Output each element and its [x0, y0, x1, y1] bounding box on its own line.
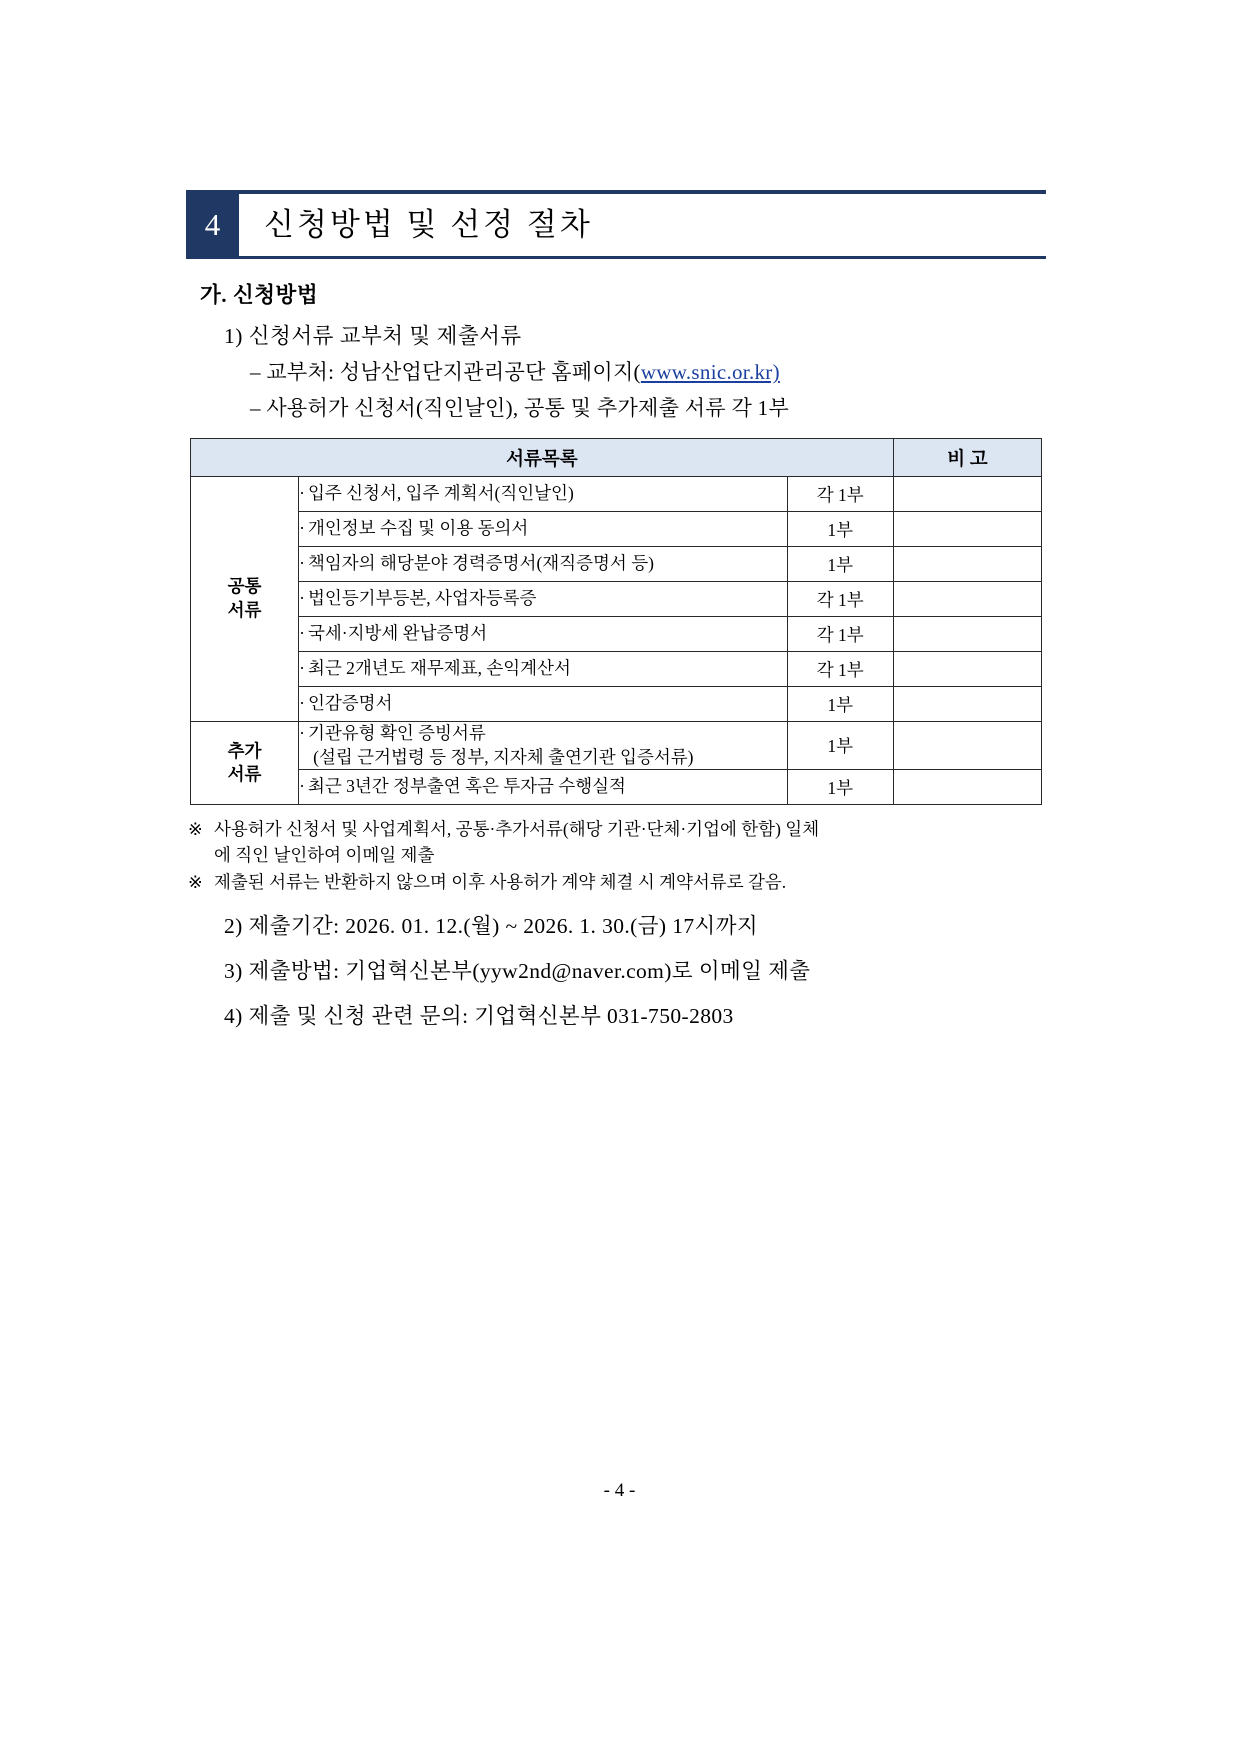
bullet-icon: ·	[299, 483, 305, 504]
bullet-icon: ·	[299, 658, 305, 679]
doc-text: 최근 2개년도 재무제표, 손익계산서	[307, 658, 571, 679]
count-cell: 각 1부	[787, 582, 893, 617]
issuer-text: – 교부처: 성남산업단지관리공단 홈페이지(	[250, 360, 641, 384]
documents-table	[190, 438, 1042, 805]
doc-cell	[299, 547, 788, 582]
remark-cell	[893, 477, 1041, 512]
count-cell: 각 1부	[787, 477, 893, 512]
list-item-2: 2) 제출기간: 2026. 01. 12.(월) ~ 2026. 1. 30.(금) 17시까지	[224, 914, 759, 939]
doc-text: 개인정보 수집 및 이용 동의서	[307, 518, 529, 539]
remark-cell	[893, 512, 1041, 547]
snic-website-link[interactable]: www.snic.or.kr)	[640, 360, 780, 384]
remark-cell	[893, 722, 1041, 770]
doc-text: 법인등기부등본, 사업자등록증	[307, 588, 537, 609]
list-item-1: 1) 신청서류 교부처 및 제출서류	[224, 324, 522, 348]
category-common	[191, 477, 299, 722]
table-row	[191, 512, 1042, 547]
note-line-2: 에 직인 날인하여 이메일 제출	[214, 844, 435, 865]
count-cell: 1부	[787, 770, 893, 805]
note-body	[214, 817, 1046, 868]
notes-block	[188, 817, 1046, 895]
table-row	[191, 687, 1042, 722]
doc-cell	[299, 722, 788, 770]
doc-subtext: (설립 근거법령 등 정부, 지자체 출연기관 입증서류)	[313, 746, 694, 767]
bullet-icon: ·	[299, 776, 305, 797]
note-line-1: 사용허가 신청서 및 사업계획서, 공통·추가서류(해당 기관·단체·기업에 한함) 일체	[214, 819, 820, 840]
note-line-1: 제출된 서류는 반환하지 않으며 이후 사용허가 계약 체결 시 계약서류로 갈음.	[214, 872, 787, 892]
note-mark-icon: ※	[188, 819, 203, 840]
bullet-icon: ·	[299, 588, 305, 609]
list-item-1-sub-2: – 사용허가 신청서(직인날인), 공통 및 추가제출 서류 각 1부	[250, 396, 790, 420]
doc-cell	[299, 617, 788, 652]
table-header-row	[191, 439, 1042, 477]
section-number: 4	[186, 194, 239, 256]
remark-cell	[893, 687, 1041, 722]
section-header	[186, 190, 1046, 262]
doc-cell	[299, 652, 788, 687]
table-row	[191, 617, 1042, 652]
heading-application-method: 가. 신청방법	[200, 283, 319, 307]
table-row	[191, 547, 1042, 582]
doc-text: 입주 신청서, 입주 계획서(직인날인)	[307, 483, 574, 504]
note-item	[188, 817, 1046, 868]
category-additional-line1: 추가	[227, 740, 262, 761]
note-body	[214, 870, 1046, 895]
table-header-remark: 비 고	[893, 439, 1041, 477]
remark-cell	[893, 617, 1041, 652]
page-number: - 4 -	[603, 1480, 636, 1501]
doc-text: 인감증명서	[307, 693, 393, 714]
doc-cell	[299, 477, 788, 512]
section-title: 신청방법 및 선정 절차	[264, 207, 593, 242]
bullet-icon: ·	[299, 693, 305, 714]
note-mark-icon: ※	[188, 872, 203, 892]
category-additional	[191, 722, 299, 805]
list-item-1-sub-1	[250, 356, 1046, 386]
count-cell: 1부	[787, 512, 893, 547]
doc-cell	[299, 512, 788, 547]
table-row	[191, 652, 1042, 687]
list-item-4: 4) 제출 및 신청 관련 문의: 기업혁신본부 031-750-2803	[224, 1004, 734, 1029]
section-rule-bottom	[186, 256, 1046, 259]
bullet-icon: ·	[299, 518, 305, 539]
remark-cell	[893, 652, 1041, 687]
bullet-icon: ·	[299, 623, 305, 644]
doc-cell	[299, 770, 788, 805]
bullet-icon: ·	[299, 553, 305, 574]
page-content	[186, 190, 1046, 1030]
count-cell: 1부	[787, 547, 893, 582]
doc-cell	[299, 582, 788, 617]
bullet-icon: ·	[299, 723, 305, 743]
count-cell: 1부	[787, 687, 893, 722]
count-cell: 각 1부	[787, 617, 893, 652]
doc-text: 국세·지방세 완납증명서	[307, 623, 488, 644]
remark-cell	[893, 770, 1041, 805]
category-common-line2: 서류	[227, 600, 262, 620]
list-item-3: 3) 제출방법: 기업혁신본부(yyw2nd@naver.com)로 이메일 제출	[224, 959, 811, 984]
table-row	[191, 770, 1042, 805]
doc-text: 기관유형 확인 증빙서류	[307, 723, 486, 743]
doc-text: 최근 3년간 정부출연 혹은 투자금 수행실적	[307, 776, 626, 797]
table-row	[191, 582, 1042, 617]
count-cell: 각 1부	[787, 652, 893, 687]
category-additional-line2: 서류	[227, 764, 262, 785]
table-header-list: 서류목록	[191, 439, 894, 477]
table-row	[191, 477, 1042, 512]
remark-cell	[893, 547, 1041, 582]
doc-cell	[299, 687, 788, 722]
doc-text: 책임자의 해당분야 경력증명서(재직증명서 등)	[307, 553, 654, 574]
table-row	[191, 722, 1042, 770]
note-item	[188, 870, 1046, 895]
count-cell: 1부	[787, 722, 893, 770]
remark-cell	[893, 582, 1041, 617]
category-common-line1: 공통	[227, 576, 262, 597]
